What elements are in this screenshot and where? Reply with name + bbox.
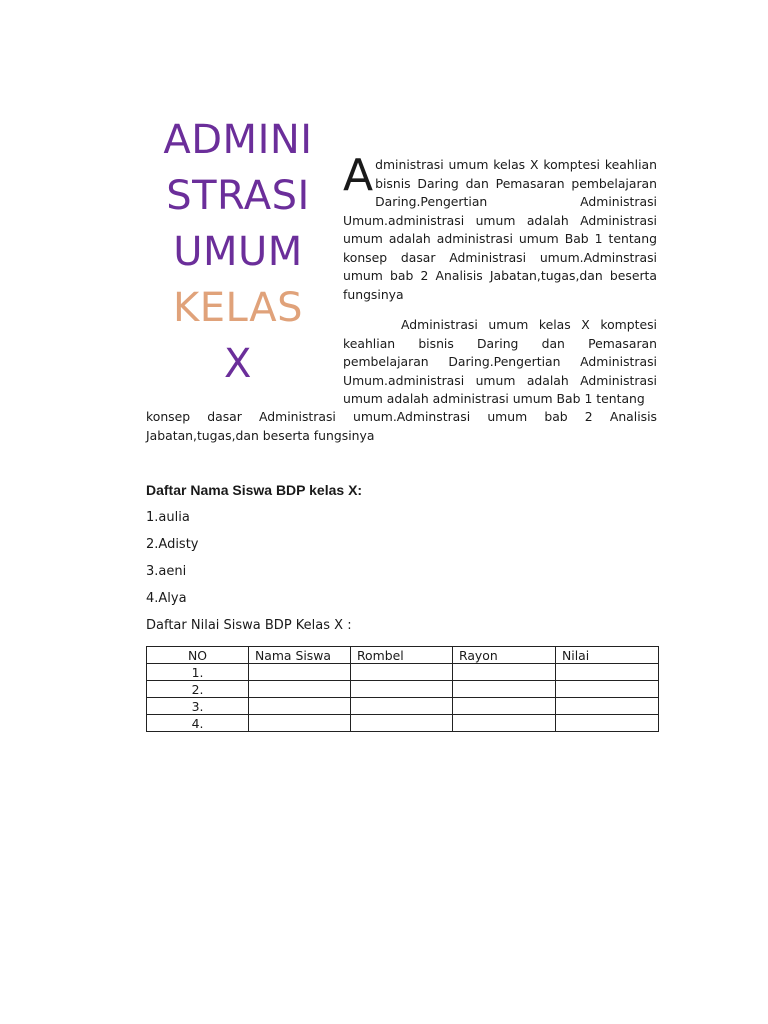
cell-nama-siswa [249, 698, 351, 715]
cell-rombel [351, 681, 453, 698]
title-line-3: UMUM [173, 229, 303, 275]
student-item-1: 1.aulia [146, 510, 190, 525]
col-header-rayon: Rayon [453, 647, 556, 664]
col-header-rombel: Rombel [351, 647, 453, 664]
cell-nilai [556, 681, 659, 698]
title-line-1: ADMINI [163, 117, 313, 163]
cell-no: 1. [147, 664, 249, 681]
title-line-2: STRASI [166, 173, 310, 219]
student-item-3: 3.aeni [146, 564, 187, 579]
col-header-nilai: Nilai [556, 647, 659, 664]
big-title [148, 112, 328, 392]
cell-no: 2. [147, 681, 249, 698]
cell-nama-siswa [249, 681, 351, 698]
second-paragraph-bottom: konsep dasar Administrasi umum.Adminstrasi umum bab 2 Analisis Jabatan,tugas,dan beserta fungsinya [146, 409, 657, 443]
cell-rombel [351, 715, 453, 732]
cell-nama-siswa [249, 664, 351, 681]
col-header-no: NO [147, 647, 249, 664]
student-item-4: 4.Alya [146, 591, 187, 606]
cell-rombel [351, 698, 453, 715]
grades-heading: Daftar Nilai Siswa BDP Kelas X : [146, 618, 352, 633]
cell-nilai [556, 715, 659, 732]
student-list-heading: Daftar Nama Siswa BDP kelas X: [146, 482, 363, 498]
table-header-row [147, 647, 659, 664]
cell-rayon [453, 664, 556, 681]
title-line-5: X [224, 341, 252, 387]
cell-nilai [556, 698, 659, 715]
intro-paragraph [343, 150, 657, 304]
cell-rayon [453, 698, 556, 715]
col-header-nama-siswa: Nama Siswa [249, 647, 351, 664]
table-row [147, 681, 659, 698]
cell-nama-siswa [249, 715, 351, 732]
grades-table [146, 646, 659, 732]
cell-no: 4. [147, 715, 249, 732]
cell-nilai [556, 664, 659, 681]
table-row [147, 698, 659, 715]
student-item-2: 2.Adisty [146, 537, 199, 552]
cell-rombel [351, 664, 453, 681]
table-row [147, 715, 659, 732]
second-paragraph-top: Administrasi umum kelas X komptesi keahlian bisnis Daring dan Pemasaran pembelajaran Daring.Pengertian Administrasi Umum.administrasi umum adalah Administrasi umum adalah administrasi umum Bab 1 tentang [343, 317, 657, 406]
cell-rayon [453, 681, 556, 698]
intro-text: dministrasi umum kelas X komptesi keahlian bisnis Daring dan Pemasaran pembelajaran Daring.Pengertian Administrasi Umum.administrasi umum adalah Administrasi umum adalah administrasi umum Bab 1 tentang konsep dasar Administrasi umum.Adminstrasi umum bab 2 Analisis Jabatan,tugas,dan beserta fungsinya [343, 157, 657, 302]
cell-no: 3. [147, 698, 249, 715]
table-row [147, 664, 659, 681]
drop-cap: A [343, 150, 374, 201]
title-line-4: KELAS [173, 285, 303, 331]
cell-rayon [453, 715, 556, 732]
